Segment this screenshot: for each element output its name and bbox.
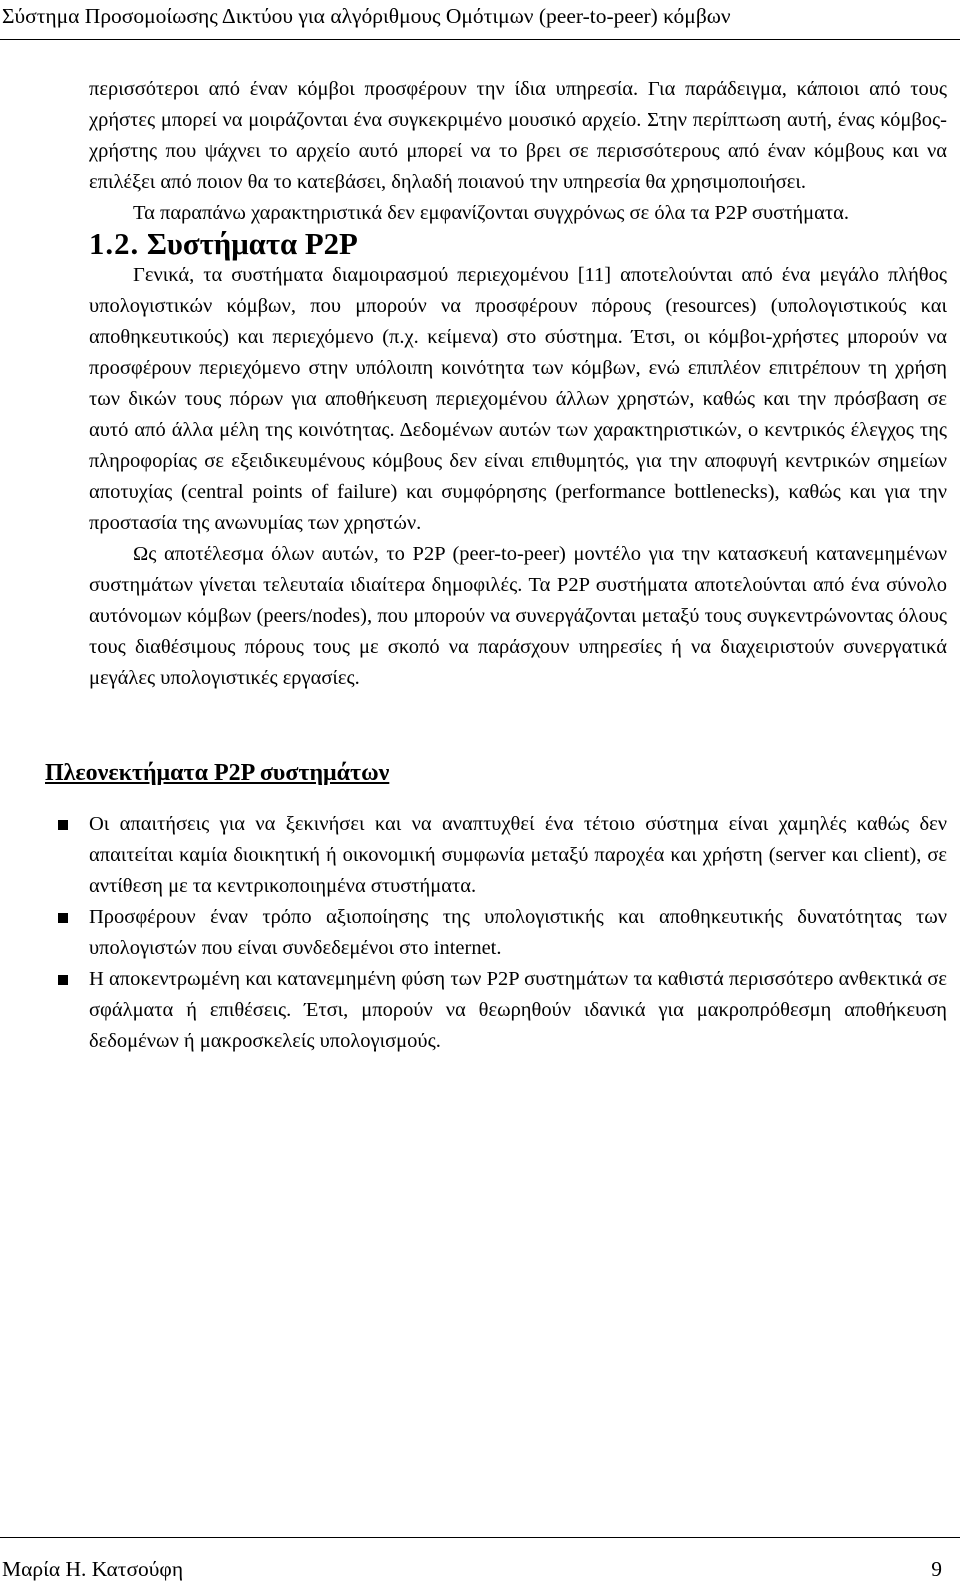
section-heading <box>89 229 947 260</box>
list-item <box>89 809 947 902</box>
square-bullet-icon <box>58 820 68 830</box>
list-item-text: Προσφέρουν έναν τρόπο αξιοποίησης της υπολογιστικής και αποθηκευτικής δυνατότητας των υπολογιστών που είναι συνδεδεμένοι στο internet. <box>89 906 947 959</box>
square-bullet-icon <box>58 975 68 985</box>
section-paragraph-2: Ως αποτέλεσμα όλων αυτών, το P2P (peer-to-peer) μοντέλο για την κατασκευή κατανεμημένων συστημάτων γίνεται τελευταία ιδιαίτερα δημοφιλές. Τα P2P συστήματα αποτελούνται από ένα σύνολο αυτόνομων κόμβων (peers/nodes), που μπορούν να συνεργάζονται μεταξύ τους συγκεντρώνοντας όλους τους διαθέσιμους πόρους τους με σκοπό να παράσχουν υπηρεσίες ή να διαχειριστούν συνεργατικά μεγάλες υπολογιστικές εργασίες. <box>89 543 947 689</box>
page-footer <box>0 1537 960 1589</box>
intro-paragraph: περισσότεροι από έναν κόμβοι προσφέρουν την ίδια υπηρεσία. Για παράδειγμα, κάποιοι από τους χρήστες μπορεί να μοιράζονται ένα συγκεκριμένο μουσικό αρχείο. Στην περίπτωση αυτή, ένας κόμβος-χρήστης που ψάχνει το αρχείο αυτό μπορεί να το βρει σε περισσότερους από έναν κόμβους και να επιλέξει από ποιον θα το κατεβάσει, δηλαδή ποιανού την υπηρεσία θα χρησιμοποιήσει. <box>89 78 947 193</box>
list-item-text: Η αποκεντρωμένη και κατανεμημένη φύση των P2P συστημάτων τα καθιστά περισσότερο ανθεκτικά σε σφάλματα ή επιθέσεις. Έτσι, μπορούν να θεωρηθούν ιδανικά για μακροπρόθεσμη αποθήκευση δεδομένων ή μακροσκελείς υπολογισμούς. <box>89 968 947 1052</box>
section-title: Συστήματα P2P <box>146 227 358 261</box>
running-header <box>0 0 960 40</box>
running-header-title: Σύστημα Προσομοίωσης Δικτύου για αλγόριθμους Ομότιμων (peer-to-peer) κόμβων <box>2 4 731 28</box>
section-number: 1.2. <box>89 227 140 261</box>
advantages-list <box>89 809 947 1057</box>
page-content <box>45 74 947 1057</box>
features-note-paragraph: Τα παραπάνω χαρακτηριστικά δεν εμφανίζονται συγχρόνως σε όλα τα P2P συστήματα. <box>133 202 849 224</box>
page-number: 9 <box>931 1557 942 1581</box>
footer-author: Μαρία Η. Κατσούφη <box>2 1557 184 1581</box>
square-bullet-icon <box>58 913 68 923</box>
list-item <box>89 964 947 1057</box>
section-paragraph-1: Γενικά, τα συστήματα διαμοιρασμού περιεχομένου [11] αποτελούνται από ένα μεγάλο πλήθος υπολογιστικών κόμβων, που μπορούν να προσφέρουν πόρους (resources) (υπολογιστικούς και αποθηκευτικούς) και περιεχόμενο (π.χ. κείμενα) στο σύστημα. Έτσι, οι κόμβοι-χρήστες μπορούν να προσφέρουν περιεχόμενο στην υπόλοιπη κοινότητα των κόμβων, ενώ επιπλέον επιτρέπουν τη χρήση των δικών τους πόρων για αποθήκευση περιεχομένου άλλων χρηστών, καθώς και την πρόσβαση σε αυτό από άλλα μέλη της κοινότητας. Δεδομένων αυτών των χαρακτηριστικών, ο κεντρικός έλεγχος της πληροφορίας σε εξειδικευμένους κόμβους δεν είναι επιθυμητός, για την αποφυγή κεντρικών σημείων αποτυχίας (central points of failure) και συμφόρησης (performance bottlenecks), καθώς και για την προστασία της ανωνυμίας των χρηστών. <box>89 264 947 534</box>
list-item-text: Οι απαιτήσεις για να ξεκινήσει και να αναπτυχθεί ένα τέτοιο σύστημα είναι χαμηλές καθώς δεν απαιτείται καμία διοικητική ή οικονομική συμφωνία μεταξύ παροχέα και χρήστη (server και client), σε αντίθεση με τα κεντρικοποιημένα στυστήματα. <box>89 813 947 897</box>
list-item <box>89 902 947 964</box>
advantages-heading: Πλεονεκτήματα P2P συστημάτων <box>45 760 390 786</box>
